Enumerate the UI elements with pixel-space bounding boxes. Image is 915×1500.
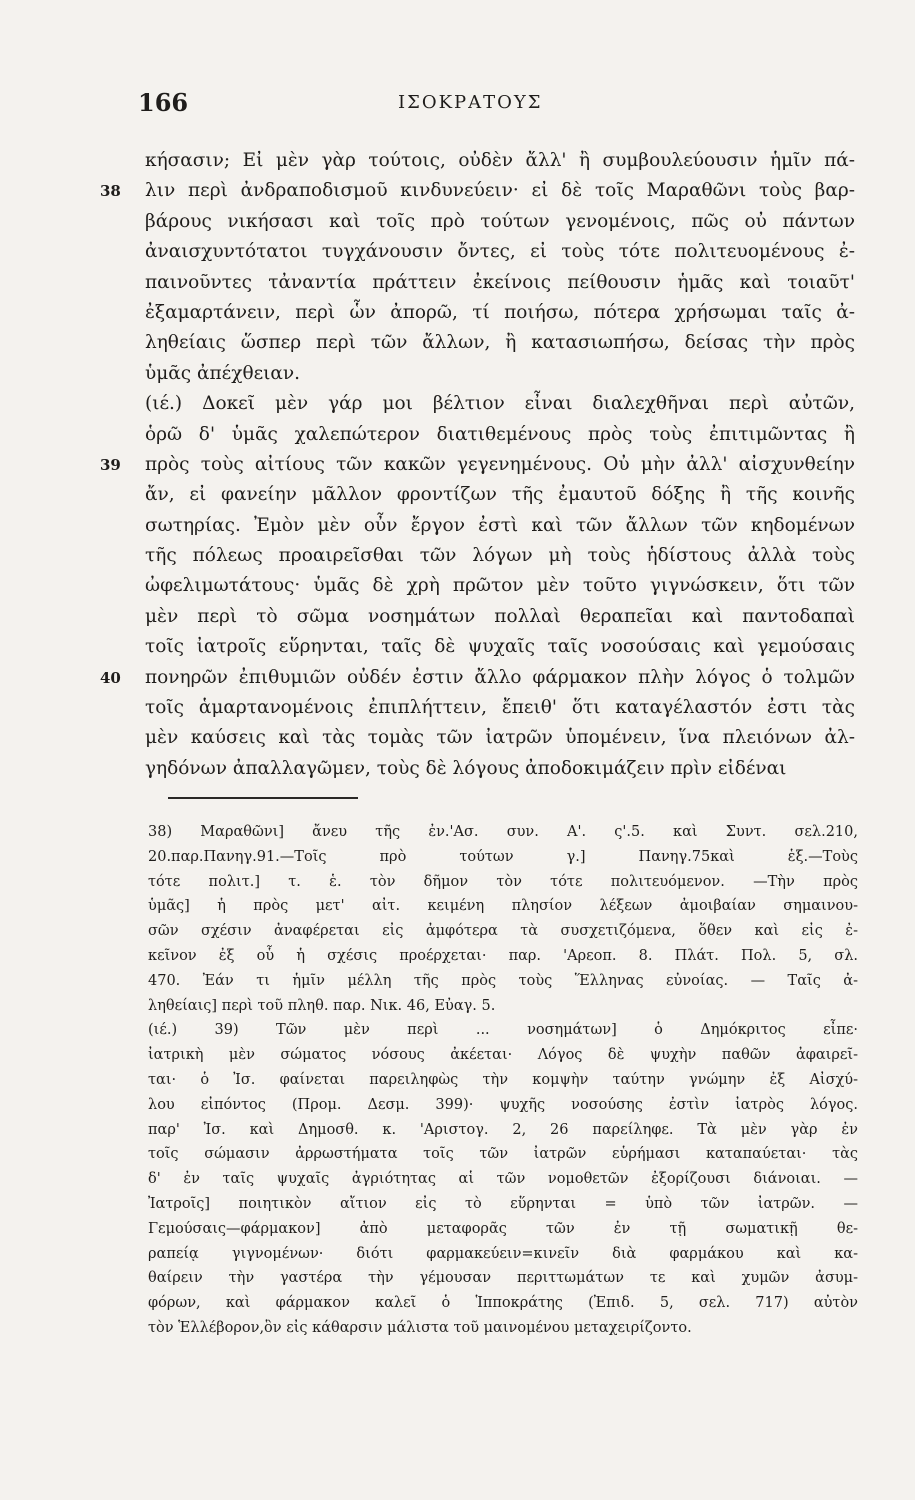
line-text: τοῖς ἰατροῖς εὕρηνται, ταῖς δὲ ψυχαῖς ταῖς νοσούσαις καὶ γεμούσαις — [145, 636, 855, 658]
text-line — [145, 632, 855, 662]
text-line — [145, 541, 855, 571]
footnote-line: 38) Μαραθῶνι] ἄνευ τῆς ἐν.'Ασ. συν. Α'. ς'.5. καὶ Συντ. σελ.210, — [148, 824, 858, 840]
text-line — [145, 389, 855, 419]
footnote-line: παρ' Ἰσ. καὶ Δημοσθ. κ. 'Αριστογ. 2, 26 παρείληφε. Τὰ μὲν γὰρ ἐν — [148, 1121, 858, 1138]
footnote-rule — [168, 797, 358, 799]
line-text: ἐξαμαρτάνειν, περὶ ὧν ἀπορῶ, τί ποιήσω, πότερα χρήσωμαι ταῖς ἀ- — [145, 301, 855, 323]
main-text — [100, 146, 855, 784]
page-header — [138, 88, 858, 128]
footnote-line: Ἰατροῖς] ποιητικὸν αἴτιον εἰς τὸ εὕρηνται = ὑπὸ τῶν ἰατρῶν. — — [148, 1195, 858, 1212]
text-line — [100, 176, 855, 206]
text-line — [145, 511, 855, 541]
text-line — [145, 693, 855, 723]
footnote-line: τὸν Ἑλλέβορον,ὃν εἰς κάθαρσιν μάλιστα τοῦ μαινομένου μεταχειρίζοντο. — [148, 1319, 692, 1336]
line-text: πρὸς τοὺς αἰτίους τῶν κακῶν γεγενημένους. Οὐ μὴν ἀλλ' αἰσχυνθείην — [145, 453, 855, 475]
footnote-line: 20.παρ.Πανηγ.91.—Τοῖς πρὸ τούτων γ.] Πανηγ.75καὶ ἑξ.—Τοὺς — [148, 848, 858, 865]
footnote-line: 470. Ἐάν τι ἡμῖν μέλλη τῆς πρὸς τοὺς Ἕλληνας εὐνοίας. — Ταῖς ἀ- — [148, 972, 858, 989]
text-line — [145, 268, 855, 298]
text-line — [145, 602, 855, 632]
text-line — [145, 298, 855, 328]
footnote-line: φόρων, καὶ φάρμακον καλεῖ ὁ Ἱπποκράτης (Ἐπιδ. 5, σελ. 717) αὐτὸν — [148, 1295, 858, 1312]
section-number: 38 — [100, 182, 121, 201]
footnote-line: (ιέ.) 39) Τῶν μὲν περὶ ... νοσημάτων] ὁ Δημόκριτος εἶπε· — [148, 1022, 858, 1039]
line-text: ἄν, εἰ φανείην μᾶλλον φροντίζων τῆς ἐμαυτοῦ δόξης ἢ τῆς κοινῆς — [145, 484, 855, 506]
text-line — [100, 663, 855, 693]
text-line — [145, 754, 855, 784]
line-text: τοῖς ἁμαρτανομένοις ἐπιπλήττειν, ἔπειθ' ὅτι καταγέλαστόν ἐστι τὰς — [145, 697, 855, 719]
footnote-line: θαίρειν τὴν γαστέρα τὴν γέμουσαν περιττωμάτων τε καὶ χυμῶν ἀσυμ- — [148, 1270, 858, 1287]
text-line — [145, 237, 855, 267]
footnote-line: ληθείαις] περὶ τοῦ πληθ. παρ. Νικ. 46, Εὐαγ. 5. — [148, 997, 496, 1014]
text-line — [145, 571, 855, 601]
footnote-line: τοῖς σώμασιν ἀρρωστήματα τοῖς τῶν ἰατρῶν εὑρήμασι καταπαύεται· τὰς — [148, 1146, 858, 1163]
running-title: ΙΣΟΚΡΑΤΟΥΣ — [398, 92, 543, 113]
text-line — [145, 146, 855, 176]
line-text: λιν περὶ ἀνδραποδισμοῦ κινδυνεύειν· εἰ δὲ τοῖς Μαραθῶνι τοὺς βαρ- — [145, 180, 855, 202]
line-text: παινοῦντες τἀναντία πράττειν ἐκείνοις πείθουσιν ἡμᾶς καὶ τοιαῦτ' — [145, 271, 855, 293]
line-text: ὑμᾶς ἀπέχθειαν. — [145, 362, 301, 384]
text-line — [145, 480, 855, 510]
line-text: βάρους νικήσασι καὶ τοῖς πρὸ τούτων γενομένοις, πῶς οὐ πάντων — [145, 210, 855, 232]
footnote-line: λου εἰπόντος (Προμ. Δεσμ. 399)· ψυχῆς νοσούσης ἐστὶν ἰατρὸς λόγος. — [148, 1096, 858, 1113]
line-text: τῆς πόλεως προαιρεῖσθαι τῶν λόγων μὴ τοὺς ἡδίστους ἀλλὰ τοὺς — [145, 545, 855, 567]
footnote-line: τότε πολιτ.] τ. ἑ. τὸν δῆμον τὸν τότε πολιτευόμενον. —Τὴν πρὸς — [148, 873, 858, 890]
text-line — [145, 420, 855, 450]
line-text: (ιέ.) Δοκεῖ μὲν γάρ μοι βέλτιον εἶναι διαλεχθῆναι περὶ αὐτῶν, — [145, 393, 855, 415]
section-number: 39 — [100, 455, 121, 474]
line-text: κήσασιν; Εἰ μὲν γὰρ τούτοις, οὐδὲν ἄλλ' ἢ συμβουλεύουσιν ἡμῖν πά- — [145, 150, 855, 171]
text-line — [100, 450, 855, 480]
footnote-line: ὑμᾶς] ἡ πρὸς μετ' αἰτ. κειμένη πλησίον λέξεων ἀμοιβαίαν σημαινου- — [148, 898, 858, 915]
footnote-line: ἰατρικὴ μὲν σώματος νόσους ἀκέεται· Λόγος δὲ ψυχὴν παθῶν ἀφαιρεῖ- — [148, 1047, 858, 1064]
section-number: 40 — [100, 668, 121, 687]
line-text: γηδόνων ἀπαλλαγῶμεν, τοὺς δὲ λόγους ἀποδοκιμάζειν πρὶν εἰδέναι — [145, 757, 787, 779]
text-line — [145, 359, 855, 389]
footnote-line: ται· ὁ Ἰσ. φαίνεται παρειληφὼς τὴν κομψὴν ταύτην γνώμην ἐξ Αἰσχύ- — [148, 1071, 858, 1088]
footnote-line: σῶν σχέσιν ἀναφέρεται εἰς ἀμφότερα τὰ συσχετιζόμενα, ὅθεν καὶ εἰς ἐ- — [148, 923, 858, 940]
line-text: ληθείαις ὥσπερ περὶ τῶν ἄλλων, ἢ κατασιωπήσω, δείσας τὴν πρὸς — [145, 332, 855, 354]
line-text: ὁρῶ δ' ὑμᾶς χαλεπώτερον διατιθεμένους πρὸς τοὺς ἐπιτιμῶντας ἢ — [145, 423, 855, 445]
footnote-line: Γεμούσαις—φάρμακον] ἀπὸ μεταφορᾶς τῶν ἐν τῇ σωματικῇ θε- — [148, 1220, 858, 1237]
footnote-line: δ' ἐν ταῖς ψυχαῖς ἀγριότητας αἱ τῶν νομοθετῶν ἐξορίζουσι διάνοιαι. — — [148, 1171, 858, 1188]
line-text: μὲν καύσεις καὶ τὰς τομὰς τῶν ἰατρῶν ὑπομένειν, ἵνα πλειόνων ἀλ- — [145, 727, 855, 749]
line-text: πονηρῶν ἐπιθυμιῶν οὐδέν ἐστιν ἄλλο φάρμακον πλὴν λόγος ὁ τολμῶν — [145, 666, 855, 688]
line-text: ἀναισχυντότατοι τυγχάνουσιν ὄντες, εἰ τοὺς τότε πολιτευομένους ἐ- — [145, 241, 855, 263]
text-line — [145, 328, 855, 358]
footnote-line: κεῖνον ἐξ οὗ ἡ σχέσις προέρχεται· παρ. 'Αρεοπ. 8. Πλάτ. Πολ. 5, σλ. — [148, 947, 858, 964]
page-number: 166 — [138, 88, 189, 117]
footnote-line: ραπείᾳ γιγνομένων· διότι φαρμακεύειν=κινεῖν διὰ φαρμάκου καὶ κα- — [148, 1245, 858, 1262]
line-text: ὠφελιμωτάτους· ὑμᾶς δὲ χρὴ πρῶτον μὲν τοῦτο γιγνώσκειν, ὅτι τῶν — [145, 575, 855, 597]
text-line — [145, 723, 855, 753]
text-line — [145, 207, 855, 237]
footnotes — [148, 820, 858, 1341]
line-text: σωτηρίας. Ἐμὸν μὲν οὖν ἔργον ἐστὶ καὶ τῶν ἄλλων τῶν κηδομένων — [145, 514, 855, 536]
line-text: μὲν περὶ τὸ σῶμα νοσημάτων πολλαὶ θεραπεῖαι καὶ παντοδαπαὶ — [145, 605, 855, 627]
